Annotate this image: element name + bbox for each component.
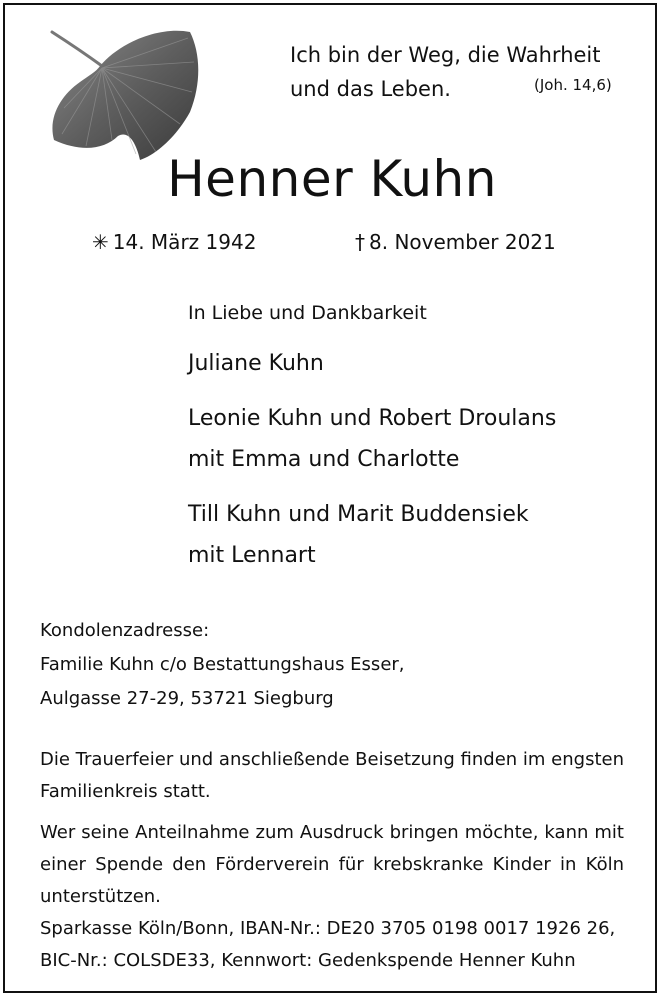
death-date-line: [355, 230, 556, 254]
condolence-address: [40, 614, 405, 716]
bank-details: Sparkasse Köln/Bonn, IBAN-Nr.: DE20 3705 0198 0017 1926 26,: [40, 918, 616, 939]
condolence-label: Kondolenzadresse:: [40, 620, 210, 641]
death-cross-icon: †: [355, 230, 365, 254]
mourner-group: [188, 494, 556, 576]
mourner-line: Leonie Kuhn und Robert Droulans: [188, 406, 557, 431]
verse-line-1: Ich bin der Weg, die Wahrheit: [290, 43, 601, 67]
mourner-line: Till Kuhn und Marit Buddensiek: [188, 502, 529, 527]
bic-details: BIC-Nr.: COLSDE33, Kennwort: Gedenkspende Henner Kuhn: [40, 950, 576, 971]
mourners-block: [188, 297, 556, 576]
bible-verse: [290, 38, 601, 106]
mourner-line: mit Lennart: [188, 543, 316, 568]
death-date: 8. November 2021: [369, 230, 556, 254]
donation-text: Wer seine Anteilnahme zum Ausdruck bringen möchte, kann mit einer Spende den Förderverein für krebskranke Kinder in Köln unterstützen.: [40, 822, 624, 907]
verse-line-2: und das Leben.: [290, 77, 451, 101]
mourners-intro: In Liebe und Dankbarkeit: [188, 302, 427, 324]
ginkgo-leaf-icon: [40, 22, 210, 167]
deceased-name: Henner Kuhn: [167, 150, 497, 208]
birth-date-line: [92, 230, 256, 254]
funeral-notice: Die Trauerfeier und anschließende Beisetzung finden im engsten Familienkreis statt.: [40, 749, 624, 802]
birth-star-icon: ✳: [92, 230, 109, 254]
verse-reference: (Joh. 14,6): [534, 76, 612, 94]
mourner-line: mit Emma und Charlotte: [188, 447, 460, 472]
mourner-line: Juliane Kuhn: [188, 351, 324, 376]
condolence-line-2: Aulgasse 27-29, 53721 Siegburg: [40, 688, 334, 709]
donation-block: [40, 817, 624, 977]
mourner-group: [188, 398, 556, 480]
mourner-group: [188, 343, 556, 384]
birth-date: 14. März 1942: [112, 230, 257, 254]
condolence-line-1: Familie Kuhn c/o Bestattungshaus Esser,: [40, 654, 405, 675]
